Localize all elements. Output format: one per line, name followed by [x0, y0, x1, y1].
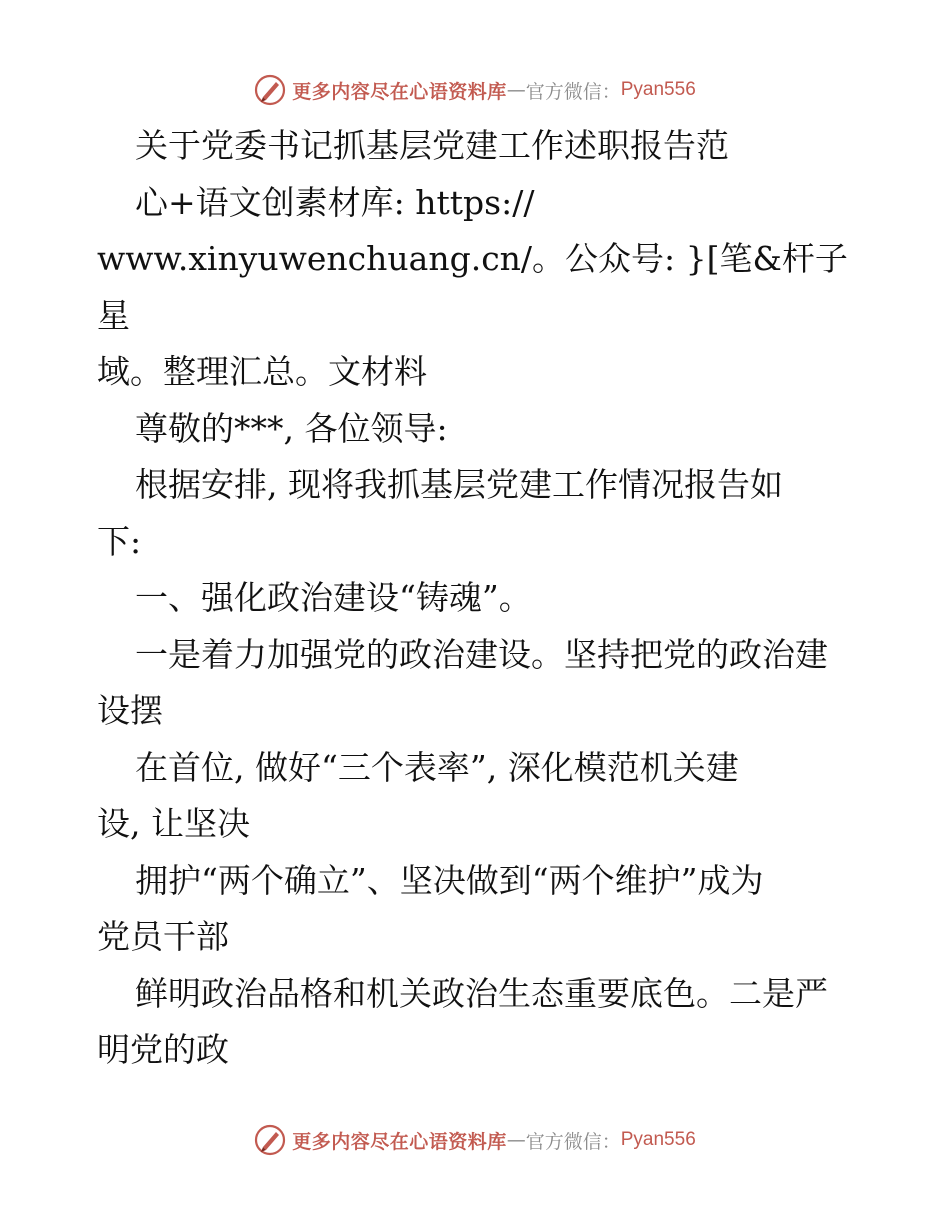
header-banner: [0, 70, 950, 110]
banner-brand: 更多内容尽在心语资料库: [292, 1130, 507, 1153]
document-line: 在首位, 做好“三个表率”, 深化模范机关建: [135, 747, 739, 787]
document-line: 明党的政: [97, 1030, 229, 1069]
document-line: 心+语文创素材库: https://: [135, 182, 535, 222]
banner-brand: 更多内容尽在心语资料库: [292, 80, 507, 103]
document-line: 一是着力加强党的政治建设。坚持把党的政治建: [135, 634, 828, 674]
document-line: 下:: [97, 521, 142, 561]
document-body: [97, 118, 857, 1079]
document-line: 拥护“两个确立”、坚决做到“两个维护”成为: [135, 860, 764, 900]
document-line: 域。整理汇总。文材料: [97, 352, 427, 391]
banner-wechat-id: Pyan556: [620, 1129, 696, 1150]
banner-wechat-id: Pyan556: [620, 79, 696, 100]
pen-logo-icon: [254, 1124, 286, 1156]
document-line: 设摆: [97, 691, 163, 730]
footer-banner: [0, 1120, 950, 1160]
document-line: www.xinyuwenchuang.cn/。公众号: }[笔&杆子星: [97, 239, 848, 335]
document-line: 鲜明政治品格和机关政治生态重要底色。二是严: [135, 973, 828, 1013]
document-line: 尊敬的***, 各位领导:: [135, 408, 448, 448]
document-line: 关于党委书记抓基层党建工作述职报告范: [135, 126, 729, 165]
banner-dash: —: [506, 1129, 526, 1151]
banner-wechat-label: 官方微信：: [525, 1130, 621, 1153]
document-line: 根据安排, 现将我抓基层党建工作情况报告如: [135, 465, 783, 504]
document-line: 一、强化政治建设“铸魂”。: [135, 578, 532, 617]
banner-wechat-label: 官方微信：: [525, 80, 621, 103]
document-line: 党员干部: [97, 917, 229, 956]
banner-dash: —: [506, 79, 526, 101]
pen-logo-icon: [254, 74, 286, 106]
document-line: 设, 让坚决: [97, 804, 250, 843]
